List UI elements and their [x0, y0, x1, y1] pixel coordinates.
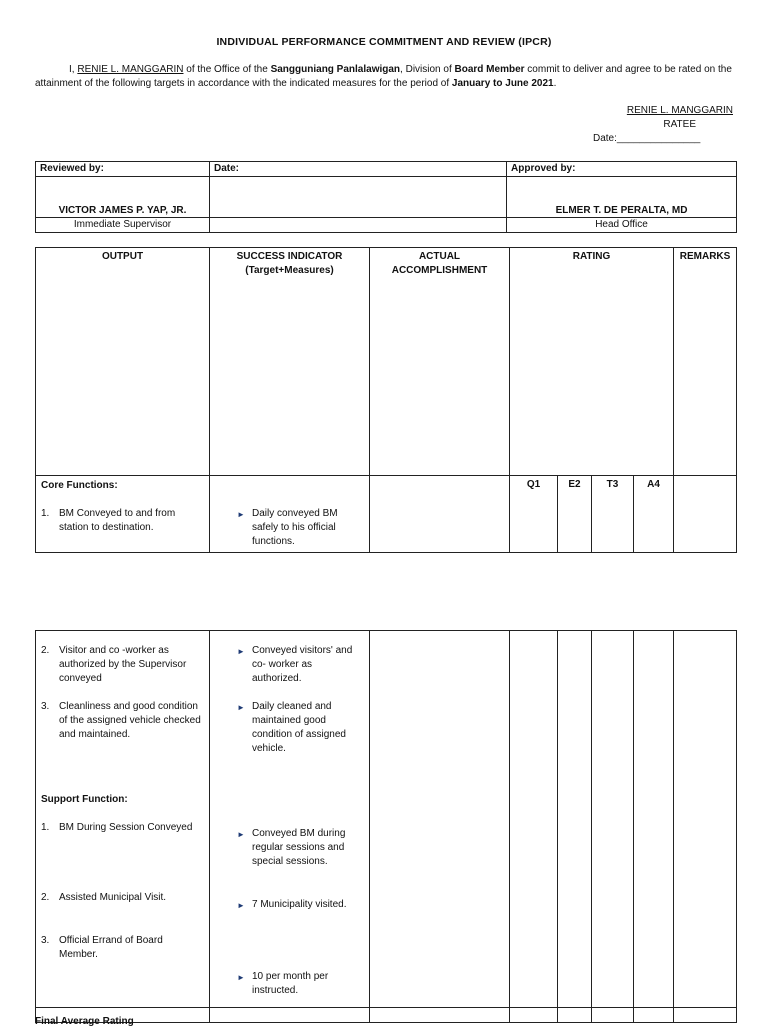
output-item: 3. Official Errand of Board Member. — [41, 935, 163, 960]
remarks-cell — [674, 631, 737, 1008]
rating-t-cell — [592, 631, 634, 1008]
indicator-column — [210, 631, 370, 1008]
indicator-item: ► Daily cleaned and maintained good condition of assigned vehicle. — [237, 701, 346, 754]
bullet-arrow-icon: ► — [237, 901, 245, 910]
review-approval-table — [35, 161, 737, 233]
ratee-date: Date:_______________ — [593, 133, 701, 144]
bullet-arrow-icon: ► — [237, 703, 245, 712]
indicator-item: ► Conveyed visitors' and co- worker as authorized. — [237, 645, 353, 684]
output-item: 2. Assisted Municipal Visit. — [41, 892, 167, 903]
reviewed-by-label: Reviewed by: — [36, 162, 210, 177]
rating-period: January to June 2021 — [451, 78, 554, 89]
output-item: 1. BM Conveyed to and from station to destination. — [41, 508, 176, 533]
bullet-arrow-icon: ► — [237, 647, 245, 656]
commitment-statement: I, RENIE L. MANGGARIN of the Office of the Sangguniang Panlalawigan, Division of Board Member commit to deliver and agree to be rated on the attainment of the following targets in accordance with the indicated measures for the period of January to June 2021. — [35, 64, 732, 89]
rating-header: RATING — [510, 248, 674, 476]
rating-a-header: A4 — [634, 476, 674, 553]
output-item: 1. BM During Session Conveyed — [41, 822, 193, 833]
bullet-arrow-icon: ► — [237, 830, 245, 839]
indicator-item: ► 10 per month per instructed. — [237, 971, 329, 996]
rating-t-header: T3 — [592, 476, 634, 553]
actual-accomplishment-header: ACTUAL ACCOMPLISHMENT — [370, 248, 510, 476]
bullet-arrow-icon: ► — [237, 510, 245, 519]
success-indicator-header: SUCCESS INDICATOR (Target+Measures) — [210, 248, 370, 476]
support-function-label: Support Function: — [41, 794, 128, 805]
core-functions-label: Core Functions: — [41, 480, 118, 491]
rating-e-header: E2 — [558, 476, 592, 553]
output-item: 2. Visitor and co -worker as authorized by the Supervisor conveyed — [41, 645, 187, 684]
review-date-value — [210, 177, 507, 218]
reviewer-name: VICTOR JAMES P. YAP, JR. — [36, 177, 210, 218]
output-item: 3. Cleanliness and good condition of the assigned vehicle checked and maintained. — [41, 701, 201, 740]
reviewer-role: Immediate Supervisor — [36, 218, 210, 233]
output-header: OUTPUT — [36, 248, 210, 476]
ipcr-table-page2 — [35, 630, 737, 1023]
approver-name: ELMER T. DE PERALTA, MD — [507, 177, 737, 218]
rating-q-cell — [510, 631, 558, 1008]
indicator-item: ► Daily conveyed BM safely to his official functions. — [237, 508, 338, 547]
remarks-header: REMARKS — [674, 248, 737, 476]
employee-name: RENIE L. MANGGARIN — [77, 64, 184, 75]
ratee-name: RENIE L. MANGGARIN — [626, 105, 733, 116]
approved-by-label: Approved by: — [507, 162, 737, 177]
page-title: INDIVIDUAL PERFORMANCE COMMITMENT AND REVIEW (IPCR) — [216, 36, 552, 48]
indicator-item: ► Conveyed BM during regular sessions and special sessions. — [237, 828, 346, 867]
rating-q-header: Q1 — [510, 476, 558, 553]
bullet-arrow-icon: ► — [237, 973, 245, 982]
ipcr-table-page1 — [35, 247, 737, 553]
rating-a-cell — [634, 631, 674, 1008]
accomplishment-cell — [370, 631, 510, 1008]
review-date-label: Date: — [210, 162, 507, 177]
ratee-role: RATEE — [663, 119, 696, 130]
approver-role: Head Office — [507, 218, 737, 233]
remarks-cell — [674, 476, 737, 553]
core-function-cell — [36, 476, 210, 553]
rating-e-cell — [558, 631, 592, 1008]
final-average-rating-label: Final Average Rating — [35, 1016, 134, 1027]
indicator-cell — [210, 476, 370, 553]
accomplishment-cell — [370, 476, 510, 553]
office-name: Sangguniang Panlalawigan — [270, 64, 401, 75]
division-name: Board Member — [454, 64, 525, 75]
indicator-item: ► 7 Municipality visited. — [237, 898, 364, 913]
output-column — [36, 631, 210, 1008]
